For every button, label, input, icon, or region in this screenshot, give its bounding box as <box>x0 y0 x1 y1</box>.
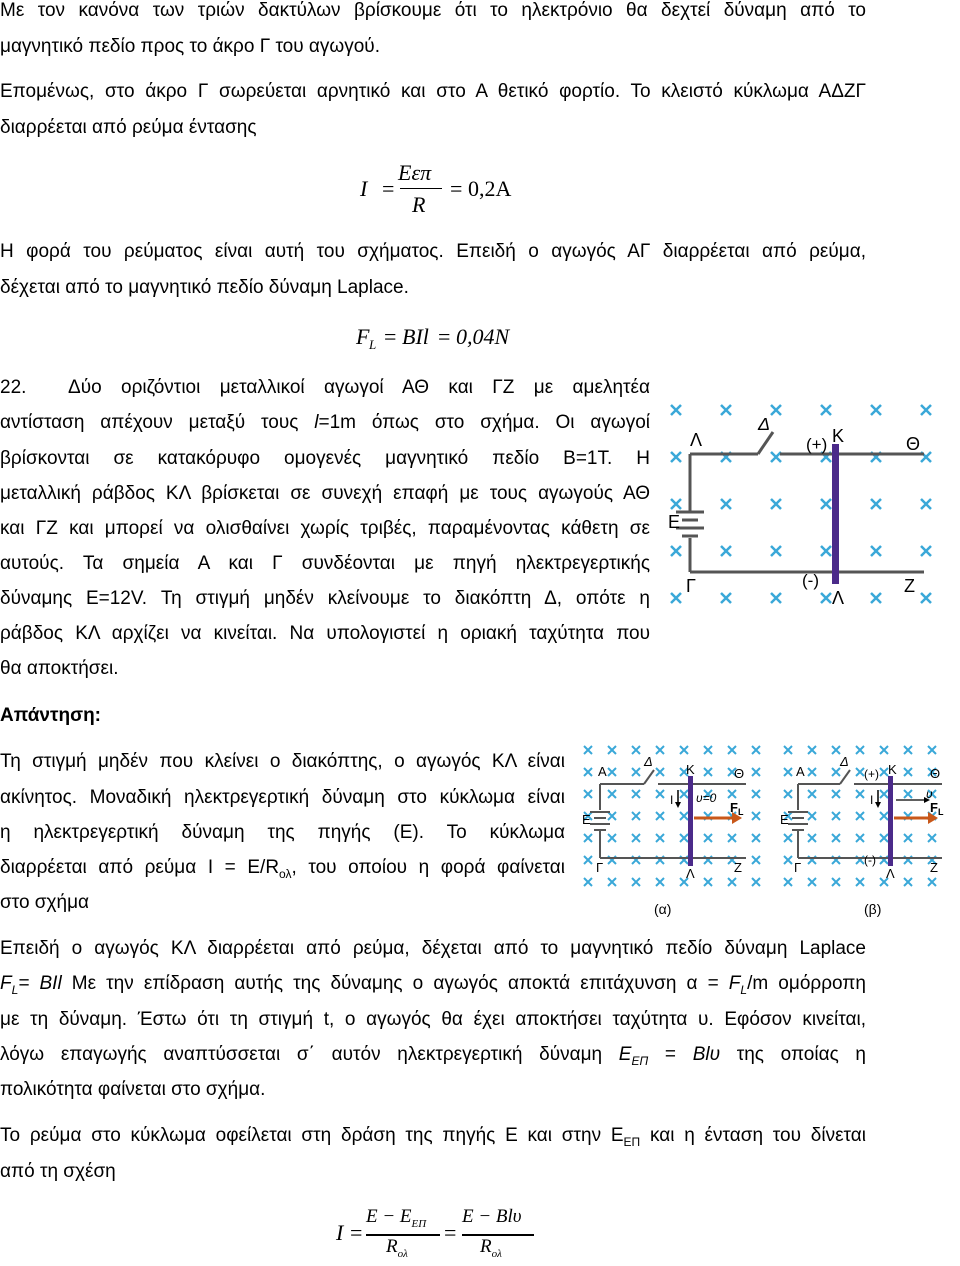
field-cross-icon <box>832 746 840 754</box>
p4-line-4: διαρρέεται από ρεύμα $I = E/R_{o\lambda}$, του οποίου η φορά φαίνεται <box>0 857 565 881</box>
field-cross-icon <box>856 768 864 776</box>
svg-text:Γ: Γ <box>596 860 604 875</box>
p2-line-1: Επομένως, στο άκρο Γ σωρεύεται αρνητικό και στο Α θετικό φορτίο. Το κλειστό κύκλωμα ΑΔΖΓ <box>0 81 866 102</box>
equation-laplace: F L = BIl = 0,04N <box>356 324 510 352</box>
field-cross-icon <box>680 790 688 798</box>
field-cross-icon <box>771 593 781 603</box>
svg-text:I: I <box>870 793 874 807</box>
figure-circuit-b <box>780 740 960 920</box>
eq2-mid: BIl <box>402 324 429 349</box>
field-cross-icon <box>752 856 760 864</box>
field-cross-icon <box>856 878 864 886</box>
problem-line-7: δύναμης Ε=12V. Τη στιγμή μηδέν κλείνουμε το διακόπτη Δ, οπότε η <box>0 588 650 609</box>
svg-text:Λ: Λ <box>886 866 895 881</box>
field-cross-icon <box>928 746 936 754</box>
p4-line-3: η ηλεκτρεγερτική δύναμη της πηγής (Ε). Το κύκλωμα <box>0 822 565 843</box>
eq1-lhs: I <box>360 176 368 201</box>
field-cross-icon <box>584 856 592 864</box>
field-cross-icon <box>880 834 888 842</box>
svg-text:Ζ: Ζ <box>734 860 742 875</box>
field-cross-icon <box>608 812 616 820</box>
field-cross-icon <box>880 746 888 754</box>
problem-line-9: θα αποκτήσει. <box>0 658 119 679</box>
field-cross-icon <box>721 405 731 415</box>
field-cross-icon <box>632 834 640 842</box>
p5-line-4: λόγω επαγωγής αναπτύσσεται σ΄ αυτόν ηλεκτρεγερτική δύναμη $E_{E\Pi} = Bl\upsilon$ της οποίας η <box>0 1044 866 1068</box>
field-cross-icon <box>904 790 912 798</box>
p5-line-3: με τη δύναμη. Έστω ότι τη στιγμή t, ο αγωγός θα έχει αποκτήσει ταχύτητα υ. Εφόσον κινείται, <box>0 1009 866 1030</box>
field-cross-icon <box>808 746 816 754</box>
p4-line-2: ακίνητος. Μοναδική ηλεκτρεγερτική δύναμη στο κύκλωμα είναι <box>0 787 565 808</box>
field-cross-icon <box>928 834 936 842</box>
field-cross-icon <box>808 768 816 776</box>
field-cross-icon <box>821 546 831 556</box>
field-cross-icon <box>880 812 888 820</box>
field-cross-icon <box>832 878 840 886</box>
label-G: Γ <box>686 576 696 596</box>
figure-circuit-main <box>668 400 948 630</box>
svg-text:Θ: Θ <box>930 766 941 781</box>
p5-line-5: πολικότητα φαίνεται στο σχήμα. <box>0 1079 266 1100</box>
field-cross-icon <box>784 768 792 776</box>
field-cross-icon <box>632 746 640 754</box>
field-cross-icon <box>928 878 936 886</box>
answer-heading: Απάντηση: <box>0 705 102 726</box>
problem-number: 22. <box>0 377 27 398</box>
field-cross-icon <box>856 812 864 820</box>
field-cross-icon <box>671 405 681 415</box>
field-cross-icon <box>632 790 640 798</box>
field-cross-icon <box>584 746 592 754</box>
svg-text:(-): (-) <box>864 853 876 867</box>
field-cross-icon <box>728 790 736 798</box>
eq2-lhs: F <box>356 324 370 349</box>
field-cross-icon <box>771 546 781 556</box>
field-cross-icon <box>584 878 592 886</box>
p1-line-2: μαγνητικό πεδίο προς το άκρο Γ του αγωγού. <box>0 36 380 57</box>
field-cross-icon <box>856 746 864 754</box>
label-A: Λ <box>690 430 703 450</box>
field-cross-icon <box>871 499 881 509</box>
field-cross-icon <box>656 746 664 754</box>
eq2-sub: L <box>369 337 377 352</box>
eq2-rhs: 0,04N <box>456 324 510 349</box>
p4-line-1: Τη στιγμή μηδέν που κλείνει ο διακόπτης, ο αγωγός ΚΛ είναι <box>0 751 565 772</box>
label-Z: Ζ <box>904 576 915 596</box>
label-minus: (-) <box>802 571 819 590</box>
field-cross-icon <box>808 790 816 798</box>
eq1-rhs: 0,2A <box>468 176 512 201</box>
field-cross-icon <box>832 790 840 798</box>
caption-a: (α) <box>654 901 672 917</box>
p4-line-5: στο σχήμα <box>0 892 90 913</box>
field-cross-icon <box>752 746 760 754</box>
svg-text:Α: Α <box>796 764 805 779</box>
field-cross-icon <box>832 768 840 776</box>
p5-line-1: Επειδή ο αγωγός ΚΛ διαρρέεται από ρεύμα, δέχεται από το μαγνητικό πεδίο δύναμη Laplace <box>0 938 866 959</box>
field-cross-icon <box>584 768 592 776</box>
svg-text:(+): (+) <box>864 767 879 781</box>
caption-b: (β) <box>864 901 882 917</box>
field-cross-icon <box>728 746 736 754</box>
svg-text:Α: Α <box>598 764 607 779</box>
rod-kl <box>832 444 839 584</box>
problem-line-4: μεταλλική ράβδος ΚΛ βρίσκεται σε συνεχή επαφή με τους αγωγούς ΑΘ <box>0 483 650 504</box>
eq1-numerator: Εεπ <box>398 160 432 185</box>
field-cross-icon <box>832 834 840 842</box>
field-cross-icon <box>856 790 864 798</box>
p5-line-2: $F_L=$ BIl Με την επίδραση αυτής της δύναμης ο αγωγός αποκτά επιτάχυνση $\alpha = F_L/m$ ομόρροπη <box>0 973 866 997</box>
field-cross-icon <box>704 768 712 776</box>
p3-line-2: δέχεται από το μαγνητικό πεδίο δύναμη Laplace. <box>0 277 409 298</box>
field-cross-icon <box>784 790 792 798</box>
problem-line-8: ράβδος ΚΛ αρχίζει να κινείται. Να υπολογιστεί η οριακή ταχύτητα που <box>0 623 650 644</box>
field-cross-icon <box>752 834 760 842</box>
label-Th: Θ <box>906 434 921 454</box>
field-cross-icon <box>728 834 736 842</box>
field-cross-icon <box>656 834 664 842</box>
problem-line-3: βρίσκονται σε κατακόρυφο ομογενές μαγνητικό πεδίο Β=1Τ. Η <box>0 448 650 469</box>
field-cross-icon <box>808 878 816 886</box>
label-D: Δ <box>758 414 771 434</box>
field-cross-icon <box>784 878 792 886</box>
svg-text:Κ: Κ <box>686 762 695 777</box>
field-cross-icon <box>721 546 731 556</box>
field-cross-icon <box>671 499 681 509</box>
field-cross-icon <box>671 593 681 603</box>
field-cross-icon <box>671 452 681 462</box>
field-cross-icon <box>752 878 760 886</box>
p1-line-1: Με τον κανόνα των τριών δακτύλων βρίσκουμε ότι το ηλεκτρόνιο θα δεχτεί δύναμη από το <box>0 0 866 21</box>
svg-text:I: I <box>670 793 674 807</box>
svg-text:Δ: Δ <box>840 754 849 769</box>
field-cross-icon <box>904 746 912 754</box>
field-cross-icon <box>880 768 888 776</box>
equation-current: I = Εεπ R = 0,2A <box>360 160 512 217</box>
svg-text:E: E <box>780 812 789 827</box>
svg-text:υ=0: υ=0 <box>696 791 717 805</box>
field-cross-icon <box>784 856 792 864</box>
field-cross-icon <box>921 405 931 415</box>
field-cross-icon <box>880 790 888 798</box>
svg-text:Λ: Λ <box>686 866 695 881</box>
field-cross-icon <box>784 834 792 842</box>
field-cross-icon <box>584 790 592 798</box>
field-cross-icon <box>656 878 664 886</box>
field-cross-icon <box>680 812 688 820</box>
field-cross-icon <box>921 499 931 509</box>
field-cross-icon <box>632 812 640 820</box>
field-cross-icon <box>771 452 781 462</box>
field-cross-icon <box>704 746 712 754</box>
field-cross-icon <box>784 746 792 754</box>
field-cross-icon <box>904 834 912 842</box>
field-cross-icon <box>771 499 781 509</box>
field-cross-icon <box>608 768 616 776</box>
field-cross-icon <box>856 834 864 842</box>
field-cross-icon <box>871 546 881 556</box>
field-cross-icon <box>808 812 816 820</box>
figure-circuit-a <box>582 740 772 920</box>
eq1-denominator: R <box>412 192 426 217</box>
field-cross-icon <box>752 790 760 798</box>
field-cross-icon <box>904 878 912 886</box>
svg-text:E: E <box>582 812 591 827</box>
field-cross-icon <box>680 834 688 842</box>
field-cross-icon <box>656 790 664 798</box>
field-cross-icon <box>821 499 831 509</box>
label-plus: (+) <box>806 435 828 454</box>
field-cross-icon <box>704 878 712 886</box>
field-cross-icon <box>721 499 731 509</box>
svg-text:FL: $F_L$ <box>730 800 744 817</box>
p2-line-2: διαρρέεται από ρεύμα έντασης <box>0 117 257 138</box>
field-cross-icon <box>608 790 616 798</box>
equation-final-current: I = $E - E_{E\Pi}$ $R_{o\lambda}$ = E − Blυ $R_{o\lambda}$ <box>336 1206 556 1264</box>
svg-text:Γ: Γ <box>794 860 802 875</box>
field-cross-icon <box>728 878 736 886</box>
field-cross-icon <box>921 593 931 603</box>
field-cross-icon <box>704 834 712 842</box>
p3-line-1: Η φορά του ρεύματος είναι αυτή του σχήματος. Επειδή ο αγωγός ΑΓ διαρρέεται από ρεύμα, <box>0 241 866 262</box>
field-cross-icon <box>871 405 881 415</box>
svg-text:Δ: Δ <box>644 754 653 769</box>
problem-line-1: Δύο οριζόντιοι μεταλλικοί αγωγοί ΑΘ και ΓΖ με αμελητέα <box>68 377 650 398</box>
field-cross-icon <box>921 546 931 556</box>
label-K: Κ <box>832 426 845 446</box>
field-cross-icon <box>671 546 681 556</box>
svg-text:Θ: Θ <box>734 766 745 781</box>
field-cross-icon <box>632 768 640 776</box>
problem-line-5: και ΓΖ και μπορεί να ολισθαίνει χωρίς τριβές, παραμένοντας κάθετη σε <box>0 518 650 539</box>
field-cross-icon <box>656 768 664 776</box>
problem-line-2: αντίσταση απέχουν μεταξύ τους l=1m όπως στο σχήμα. Οι αγωγοί <box>0 412 650 433</box>
field-cross-icon <box>821 405 831 415</box>
field-cross-icon <box>632 878 640 886</box>
field-cross-icon <box>752 768 760 776</box>
svg-text:Ζ: Ζ <box>930 860 938 875</box>
label-L: Λ <box>832 588 845 608</box>
field-cross-icon <box>656 812 664 820</box>
field-cross-icon <box>832 812 840 820</box>
svg-text:Κ: Κ <box>888 762 897 777</box>
field-cross-icon <box>771 405 781 415</box>
field-cross-icon <box>721 593 731 603</box>
field-cross-icon <box>608 746 616 754</box>
field-cross-icon <box>904 768 912 776</box>
field-cross-icon <box>608 834 616 842</box>
problem-line-6: αυτούς. Τα σημεία Α και Γ συνδέονται με πηγή ηλεκτρεγερτικής <box>0 553 650 574</box>
svg-text:υ: υ <box>926 787 933 801</box>
field-cross-icon <box>680 746 688 754</box>
field-cross-icon <box>821 593 831 603</box>
field-cross-icon <box>752 812 760 820</box>
svg-text:FL: $F_L$ <box>930 800 944 817</box>
p6-line-2: από τη σχέση <box>0 1161 116 1182</box>
field-cross-icon <box>584 834 592 842</box>
p6-line-1: Το ρεύμα στο κύκλωμα οφείλεται στη δράση της πηγής Ε και στην $E_{E\Pi}$ και η ένταση του δίνεται <box>0 1125 866 1149</box>
field-cross-icon <box>808 834 816 842</box>
field-cross-icon <box>871 593 881 603</box>
field-cross-icon <box>608 878 616 886</box>
label-E: E <box>668 512 681 532</box>
